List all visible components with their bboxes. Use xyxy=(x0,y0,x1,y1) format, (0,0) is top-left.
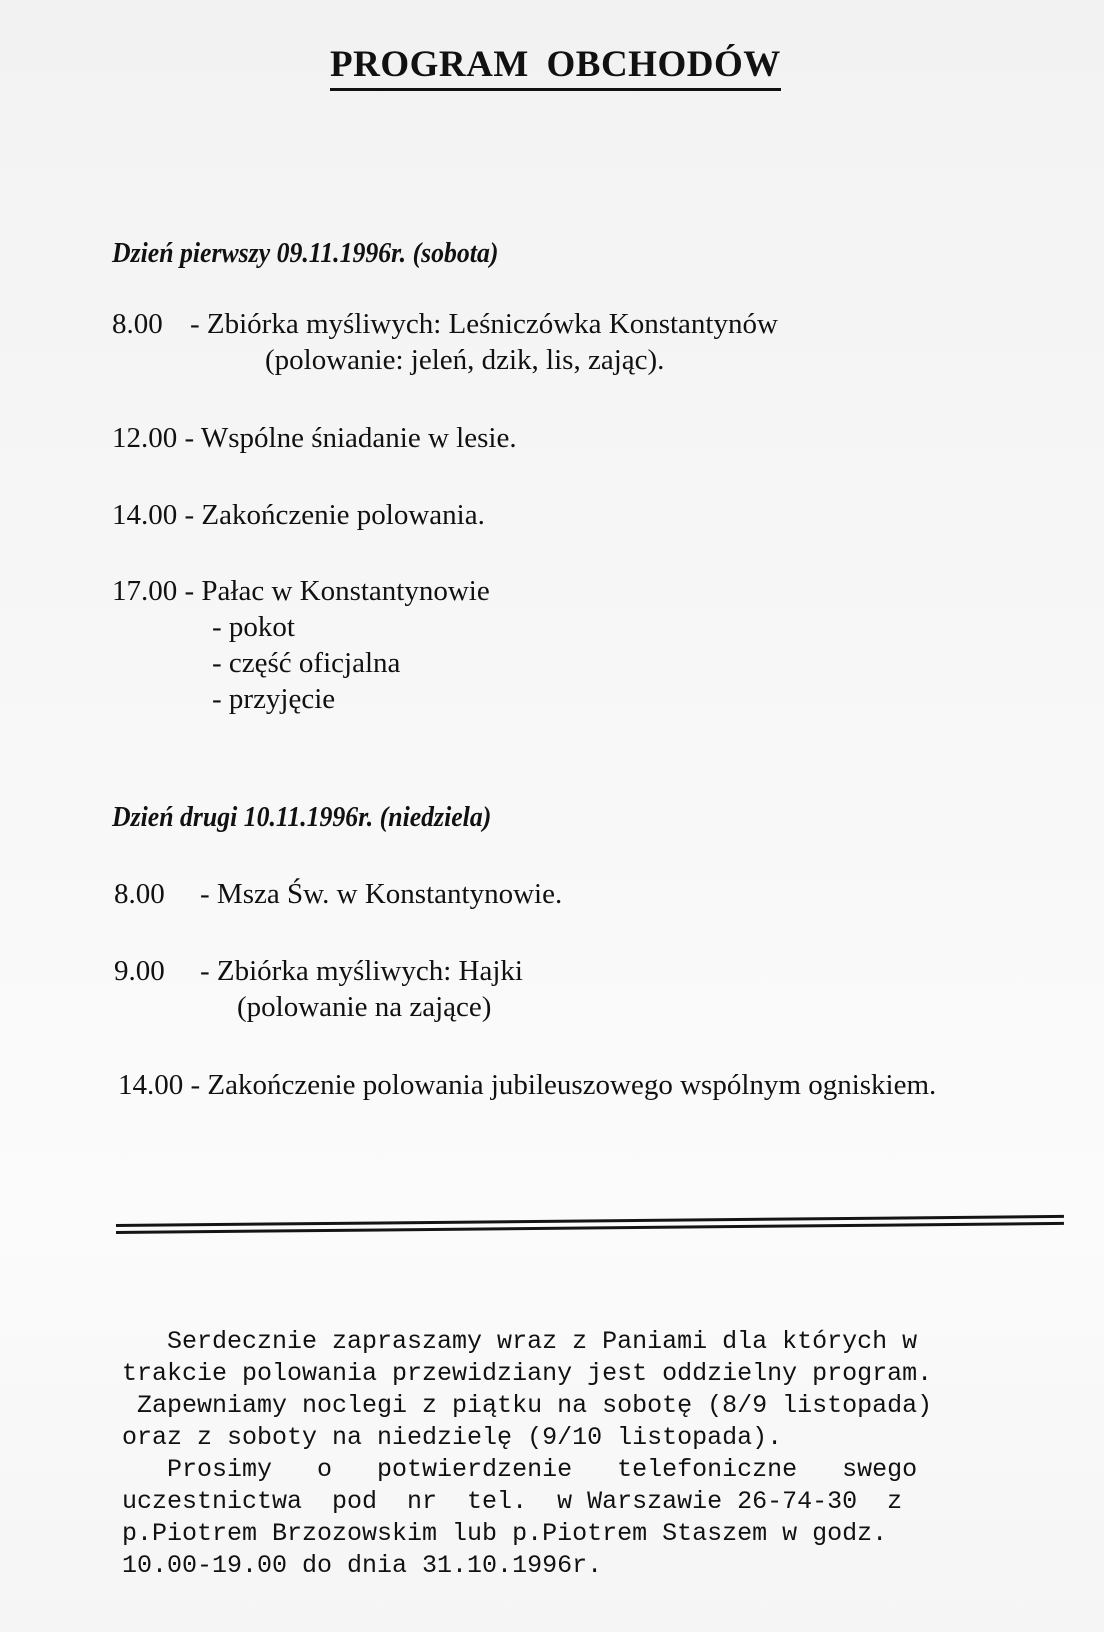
invitation-line: trakcie polowania przewidziany jest oddzielny program. xyxy=(122,1359,933,1388)
invitation-line: Zapewniamy noclegi z piątku na sobotę (8/9 listopada) xyxy=(122,1391,933,1420)
schedule-time: 12.00 xyxy=(112,422,178,454)
schedule-text: - Pałac w Konstantynowie xyxy=(184,575,490,607)
invitation-line: Prosimy o potwierdzenie telefoniczne swego xyxy=(122,1455,918,1484)
schedule-time: 9.00 xyxy=(114,955,165,987)
invitation-line: Serdecznie zapraszamy wraz z Paniami dla których w xyxy=(122,1327,918,1356)
schedule-time: 14.00 xyxy=(112,499,178,531)
invitation-line: 10.00-19.00 do dnia 31.10.1996r. xyxy=(122,1551,603,1580)
invitation-line: oraz z soboty na niedzielę (9/10 listopada). xyxy=(122,1423,783,1452)
schedule-time: 8.00 xyxy=(114,878,165,910)
schedule-text: - Zakończenie polowania jubileuszowego wspólnym ogniskiem. xyxy=(190,1069,937,1101)
schedule-item xyxy=(114,953,523,989)
schedule-item xyxy=(112,497,485,533)
invitation-line: uczestnictwa pod nr tel. w Warszawie 26-74-30 z xyxy=(122,1487,903,1516)
schedule-item xyxy=(112,420,517,456)
invitation-line: p.Piotrem Brzozowskim lub p.Piotrem Staszem w godz. xyxy=(122,1519,888,1548)
schedule-item xyxy=(118,1067,936,1103)
schedule-subitem: - przyjęcie xyxy=(212,683,336,715)
schedule-time: 8.00 xyxy=(112,308,163,340)
schedule-subitem: (polowanie na zające) xyxy=(237,991,492,1023)
schedule-subitem: - pokot xyxy=(212,611,295,643)
schedule-text: - Zbiórka myśliwych: Leśniczówka Konstantynów xyxy=(190,308,778,340)
schedule-subitem: (polowanie: jeleń, dzik, lis, zając). xyxy=(265,344,665,376)
schedule-item xyxy=(112,573,490,609)
page-title: PROGRAM OBCHODÓW xyxy=(330,44,781,91)
schedule-text: - Zakończenie polowania. xyxy=(184,499,485,531)
schedule-time: 17.00 xyxy=(112,575,178,607)
schedule-text: - Msza Św. w Konstantynowie. xyxy=(200,878,563,910)
schedule-subitem: - część oficjalna xyxy=(212,647,401,679)
schedule-text: - Wspólne śniadanie w lesie. xyxy=(184,422,517,454)
schedule-text: - Zbiórka myśliwych: Hajki xyxy=(200,955,523,987)
schedule-time: 14.00 xyxy=(118,1069,184,1101)
day-two-heading: Dzień drugi 10.11.1996r. (niedziela) xyxy=(112,802,492,833)
schedule-item xyxy=(114,876,562,912)
day-one-heading: Dzień pierwszy 09.11.1996r. (sobota) xyxy=(112,238,499,269)
schedule-item xyxy=(112,306,778,342)
